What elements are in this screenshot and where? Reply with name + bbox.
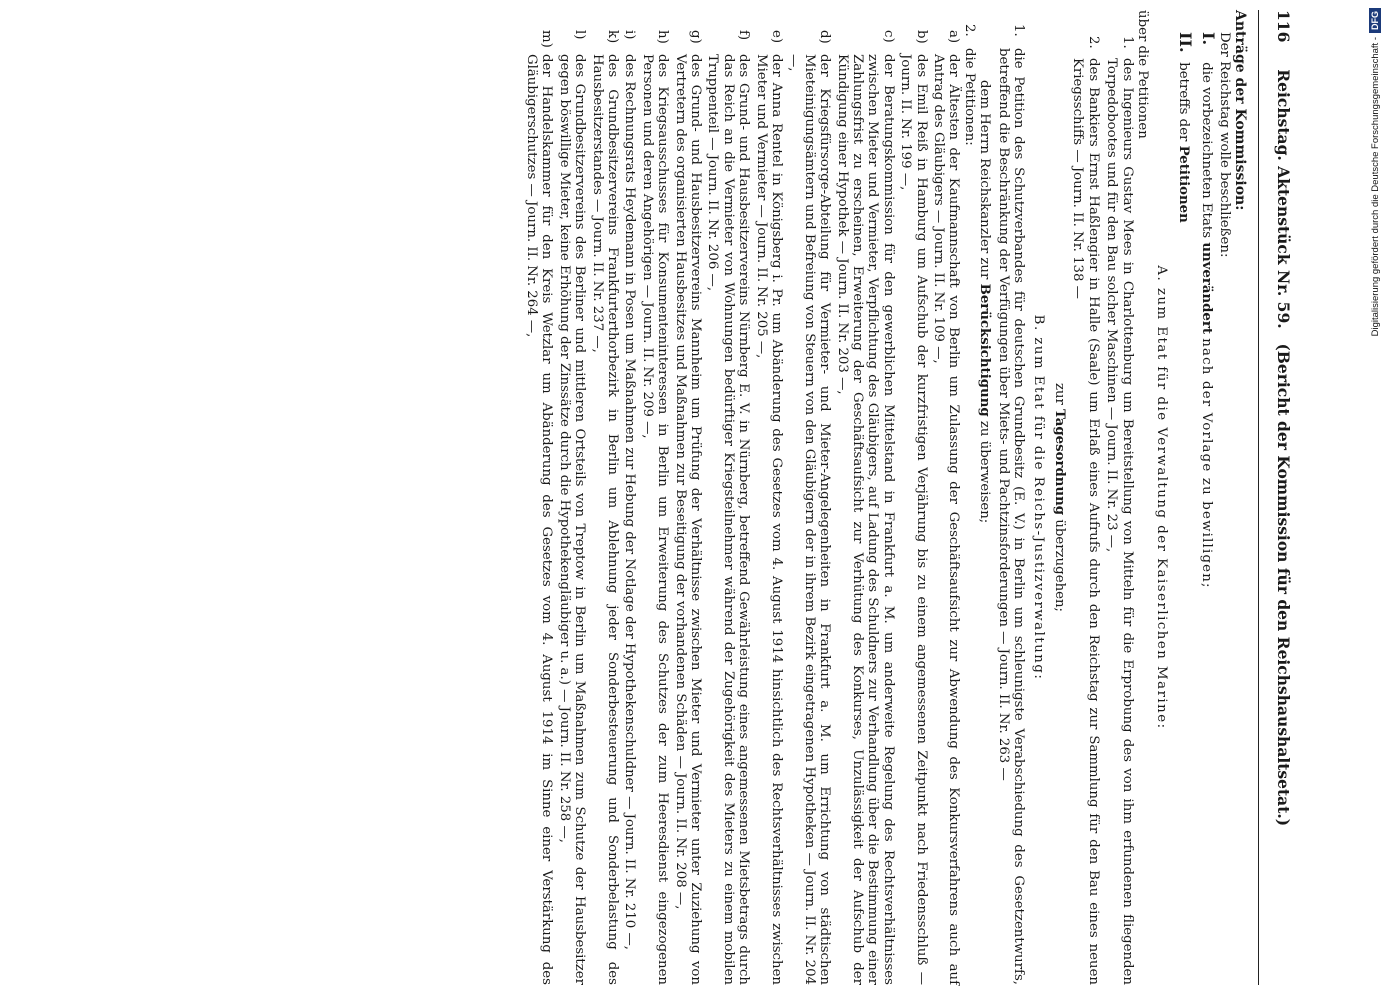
petition-item [622,10,637,985]
petition-item [672,10,703,985]
item-text: der Ältesten der Kaufmannschaft von Berlin um Zulassung der Geschäftsaufsicht zur Abwendung des Konkursverfahrens auch auf Antrag des Gläubigers — Journ. II. Nr. 109 —, [931,54,962,985]
item-text: des Bankiers Ernst Haßlengier in Halle (Saale) um Erlaß eines Aufrufs durch den Reichstag zur Sammlung für den Bau eines neuen Kriegsschiffs — Journ. II. Nr. 138 — [1070,58,1101,985]
petition-item [524,10,555,985]
credit-text: Digitalisierung gefördert durch die Deutsche Forschungsgemeinschaft - [1370,37,1381,337]
item-marker: k) [604,30,620,44]
petition-item [786,10,832,985]
document-title: Reichstag. Aktenstück Nr. 59. [1274,69,1293,329]
item-marker: f) [736,30,752,41]
item-marker: a) [946,30,962,44]
section-b-item-1-closing [977,10,992,985]
item-number: 2. [1085,36,1101,49]
item-text: der Beratungskommission für den gewerblichen Mittelstand in Frankfurt a. M. um anderweite Regelung des Rechtsverhältnisses zwischen Mieter und Vermieter, Verpflichtung des Gläubigers, auf Ladung des Schuldners zur Verhandlung über die Bestimmung einer Zahlungsfrist zu erscheinen, Erweiterung der Geschäftsaufsicht zur Verhütung des Konkurses, Unzulässigkeit der Aufschub der Kündigung einer Hypothek — Journ. II. Nr. 203 —, [834,54,896,985]
motion-I-text-b: unverändert [1199,242,1215,335]
page-body [522,10,1247,985]
petition-item [556,10,587,985]
section-a-closing [1052,10,1067,985]
closing-b: Tagesordnung [1051,409,1067,516]
petition-item [589,10,620,985]
closing-a: zur [1051,382,1067,405]
motion-II-text-b: Petitionen [1175,145,1191,223]
motion-I-number: I. [1199,32,1219,46]
petition-item [834,10,896,985]
motion-I [1199,10,1219,985]
section-a-lead: über die Petitionen [1134,10,1150,139]
page-header [1258,10,1305,985]
item-number: 1. [1119,36,1135,49]
petition-item [898,10,929,985]
item-marker: m) [539,30,555,48]
motion-II-number: II. [1175,32,1195,53]
item-text: die Petition des Schutzverbandes für deutschen Grundbesitz (E. V.) in Berlin um schleunigste Verabschiedung des Gesetzentwurfs, betreffend die Beschränkung der Verfügungen über Miets- und Pachtzinsforderungen — Journ. II. Nr. 263 — [995,48,1027,985]
petition-item [639,10,670,985]
item-text: der Kriegsfürsorge-Abteilung für Vermieter- und Mieter-Angelegenheiten in Frankfurt a. M. um Errichtung von städtischen Mieteinigungsämtern und Befreiung von Steuern von den Gläubigern der in ihrem Bezirk eingetragenen Hypotheken — Journ. II. Nr. 204 —, [786,54,833,985]
closing-b: Berücksichtigung [977,283,993,417]
section-a-title: A. zum Etat für die Verwaltung der Kaiserlichen Marine: [1154,265,1170,730]
petition-item [931,10,962,985]
item-marker: e) [769,30,785,44]
motion-II-text-a: betreffs der [1175,62,1191,142]
motion-I-text-c: nach der Vorlage zu bewilligen; [1199,338,1215,589]
item-text: des Emil Reiß in Hamburg um Aufschub der kurzfristigen Verjährung bis zu einem angemessenen Zeitpunkt nach Friedensschluß — Journ. II. Nr. 199 —, [898,54,929,985]
item-marker: d) [817,30,833,44]
motion-I-text-a: die vorbezeichneten Etats [1199,62,1215,239]
section-a-item-1 [1104,10,1135,985]
petition-list [524,10,962,985]
item-marker: g) [688,30,703,44]
item-text: des Grund- und Hausbesitzervereins Nürnberg E. V. in Nürnberg, betreffend Gewährleistung eines angemessenen Mietsbetrags durch das Reich an die Vermieter von Wohnungen bedürftiger Kriegsteilnehmer während der Zugehörigkeit des Mieters zu einem mobilen Truppenteil — Journ. II. Nr. 206 —, [705,54,752,985]
closing-c: zu überweisen; [977,420,993,524]
motions-heading: Anträge der Kommission: [1232,10,1248,211]
closing-a: dem Herrn Reichskanzler zur [977,80,993,280]
item-marker: h) [655,30,671,44]
item-text: des Grund- und Hausbesitzervereins Mannheim um Prüfung der Verhältnisse zwischen Mieter und Vermieter unter Zuziehung von Vertretern des organisierten Hausbesitzes und Maßnahmen zur Beseitigung der vorhandenen Schäden — Journ. II. Nr. 208 —, [672,54,703,985]
page-number: 116 [1274,10,1293,43]
petition-item [705,10,751,985]
item-text: des Ingenieurs Gustav Mees in Charlottenburg um Bereitstellung von Mitteln für die Erprobung des von ihm erfundenen fliegenden Torpedobootes und für den Bau solcher Maschinen — Journ. II. Nr. 23 —, [1104,58,1135,985]
item-text: des Grundbesitzervereins des Berliner und mittleren Ortsteils von Treptow in Berlin um Maßnahmen zum Schutze der Hausbesitzer gegen böswillige Mieter, keine Erhöhung der Zinssätze durch die Hypothekengläubiger u. a.) — Journ. II. Nr. 258 —, [556,54,588,985]
motion-II [1175,10,1195,985]
section-b-item-1 [995,10,1026,985]
item-text: des Kriegsausschusses für Konsumenteninteressen in Berlin um Erweiterung des Schutzes der zum Heeresdienst eingezogenen Personen und deren Angehörigen — Journ. II. Nr. 209 —, [639,54,671,985]
item-text: des Rechnungsrats Heydemann in Posen um Maßnahmen zur Hebung der Notlage der Hypothekenschuldner — Journ. II. Nr. 210 —, [622,54,638,950]
item-text: der Handelskammer für den Kreis Wetzlar um Abänderung des Gesetzes vom 4. August 1914 im Sinne einer Verstärkung des Gläubigerschutzes — Journ. II. Nr. 264 —, [523,54,555,985]
item-marker: i) [622,30,638,40]
section-b-title: B. zum Etat für die Reichs-Justizverwaltung: [1030,314,1046,681]
item-text: des Grundbesitzervereins Frankfurterthorbezirk in Berlin um Ablehnung jeder Sonderbesteuerung und Sonderbelastung des Hausbesitzerstandes — Journ. II. Nr. 237 —, [589,54,620,985]
closing-c: überzugehen; [1051,519,1067,613]
item-text: der Anna Rentel in Königsberg i. Pr. um Abänderung des Gesetzes vom 4. August 1914 hinsichtlich des Rechtsverhältnisses zwischen Mieter und Vermieter — Journ. II. Nr. 205 —, [753,54,785,985]
item-marker: l) [572,30,588,40]
item-text: die Petitionen: [961,48,977,146]
item-marker: b) [913,30,929,44]
dfg-logo: DFG [1369,8,1381,33]
petition-item [753,10,784,985]
credit-text-line [1368,8,1383,998]
digitization-credit [1368,8,1383,998]
section-b-item-2 [962,10,977,985]
rotated-page [60,0,1305,990]
section-a-item-2 [1070,10,1101,985]
motions-intro: Der Reichstag wolle beschließen: [1216,32,1232,258]
item-number: 2. [961,24,977,37]
document-subtitle: (Bericht der Kommission für den Reichshaushaltsetat.) [1274,343,1293,827]
item-marker: c) [880,30,896,43]
item-number: 1. [1011,24,1027,37]
